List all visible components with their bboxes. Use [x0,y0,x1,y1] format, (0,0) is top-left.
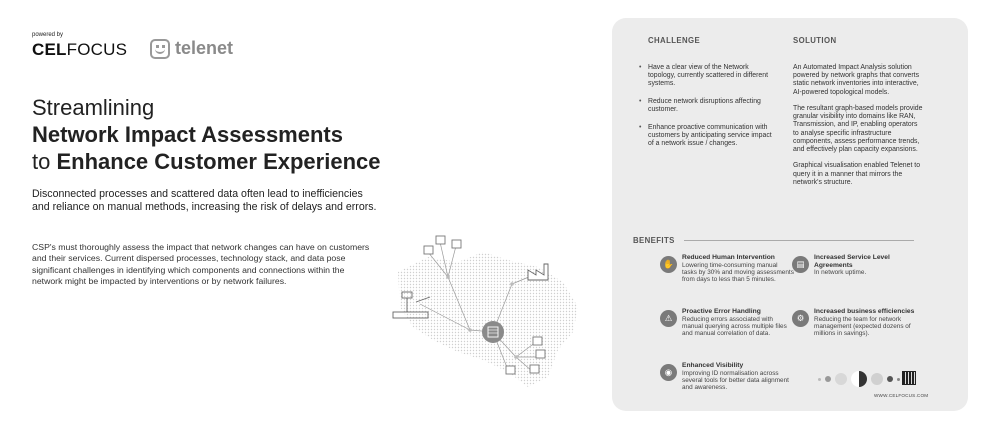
benefit-title: Increased Service Level Agreements [814,254,890,269]
solution-text [793,64,925,195]
title-line-2 [32,121,380,148]
benefit-body [682,254,794,284]
benefit-body [814,308,926,338]
solution-paragraph: An Automated Impact Analysis solution powered by network graphs that converts static network inventories into interactive, AI-powered topological models. [793,64,920,96]
network-map-illustration [388,232,583,392]
title-line-1: Streamlining [32,95,155,120]
benefits-heading: BENEFITS [633,236,675,245]
house-icon [436,236,445,244]
benefit-body [682,308,794,338]
telenet-logo [150,38,233,59]
benefit-title: Enhanced Visibility [682,362,744,369]
house-icon [530,365,539,373]
solution-paragraph: The resultant graph-based models provide granular visibility into domains like RAN, Transmission, and IP, enabling operators to analyse specific infrastructure components, assess performance trends, and effectively plan capacity expansions. [793,105,923,154]
warning-icon: ⚠ [660,310,677,327]
dot [897,378,900,381]
benefit-title: Proactive Error Handling [682,308,761,315]
telenet-wordmark: telenet [175,38,234,58]
benefit-description: Reducing errors associated with manual querying across multiple files and manual correlation of data. [682,315,787,338]
house-icon [536,350,545,358]
house-icon [533,337,542,345]
data-center-icon [482,321,504,343]
qr-code-icon[interactable] [902,371,916,385]
benefit-title: Reduced Human Intervention [682,254,775,261]
challenge-list [648,64,774,158]
house-icon [506,366,515,374]
challenge-item: • Enhance proactive communication with customers by anticipating service impact of a network issue / changes. [648,124,774,149]
benefit-description: Reducing the team for network management (expected dozens of millions in savings). [814,315,911,338]
dot [818,378,821,381]
challenge-heading: CHALLENGE [648,36,701,45]
benefit-title: Increased business efficiencies [814,308,915,315]
benefits-divider [684,240,914,241]
telenet-smiley-icon [150,39,170,59]
celfocus-logo-bold: CEL [32,40,67,59]
house-icon [424,246,433,254]
benefit-description: Improving ID normalisation across several tools for better data alignment and awareness. [682,369,789,392]
celfocus-logo [32,40,127,60]
challenge-item: • Reduce network disruptions affecting customer. [648,98,774,114]
benefit-body [682,362,794,392]
title-line-3 [32,148,380,175]
solution-paragraph: Graphical visualisation enabled Telenet to query it in a manner that mirrors the network's structure. [793,162,921,186]
celfocus-logo-light: FOCUS [66,40,128,59]
dot [851,371,867,387]
website-url[interactable]: WWW.CELFOCUS.COM [874,393,929,398]
powered-by-label: powered by [32,32,64,38]
map-region-shape [398,252,578,387]
dot [887,376,893,382]
eye-icon: ◉ [660,364,677,381]
dot [825,376,831,382]
title-line-3-prefix: to [32,149,57,174]
benefit-description: Lowering time-consuming manual tasks by 30% and moving assessments from days to less than 5 minutes. [682,261,794,284]
benefit-description: In network uptime. [814,269,867,277]
dot [835,373,847,385]
document-icon: ▤ [792,256,809,273]
house-icon [452,240,461,248]
decorative-dots [818,371,900,387]
summary-panel [612,18,968,411]
benefit-body [814,254,926,277]
page-title [32,94,380,175]
solution-heading: SOLUTION [793,36,837,45]
intro-paragraph: Disconnected processes and scattered data often lead to inefficiencies and reliance on manual methods, increasing the risk of delays and errors. [32,188,377,213]
title-line-2-bold: Network Impact Assessments [32,122,343,147]
dot [871,373,883,385]
challenge-item: • Have a clear view of the Network topology, currently scattered in different systems. [648,64,774,89]
body-paragraph: CSP's must thoroughly assess the impact that network changes can have on customers and their services. Current dispersed processes, technology stack, and data pose significant challenges in identifying which components and connections within the network might be impacted by interventions or by network failures. [32,242,370,286]
hand-icon: ✋ [660,256,677,273]
gear-icon: ⚙ [792,310,809,327]
title-line-3-bold: Enhance Customer Experience [56,149,381,174]
